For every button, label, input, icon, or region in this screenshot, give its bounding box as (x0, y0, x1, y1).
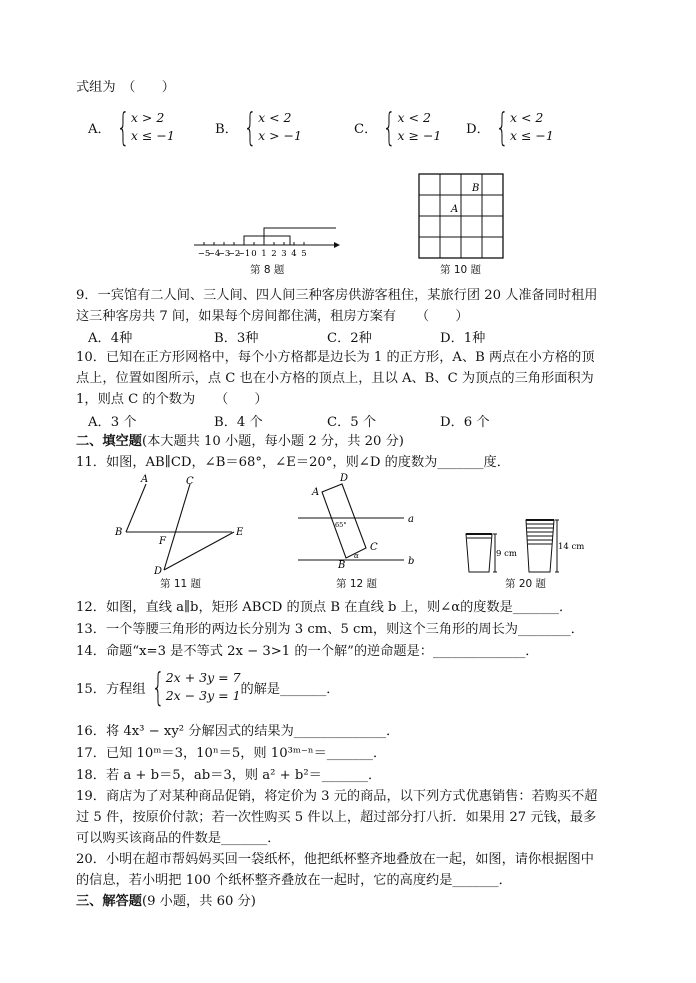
q9-option-b: B．3种 (214, 331, 259, 346)
fig12-label-a: A (312, 487, 320, 498)
figure-8-caption: 第 8 题 (250, 264, 285, 276)
q9-line1: 9．一宾馆有二人间、三人间、四人间三种客房供游客租住，某旅行团 20 人准备同时租用 (76, 288, 598, 303)
q19-line3: 可以购买该商品的件数是_______． (76, 831, 281, 846)
fig11-label-c: C (186, 476, 194, 487)
brace-icon: { (150, 665, 165, 709)
section-2-heading: 二、填空题(本大题共 10 小题，每小题 2 分，共 20 分) (76, 434, 404, 449)
fig12-line-b-label: b (408, 556, 415, 567)
number-line-tick-label: 0 (251, 249, 257, 259)
number-line-tick-label: 2 (271, 249, 277, 259)
section-3-heading: 三、解答题(9 小题，共 60 分) (76, 894, 256, 909)
number-line-tick-label: −4 (207, 249, 221, 259)
q10-option-b: B．4 个 (214, 415, 263, 430)
q9-option-a: A．4种 (88, 331, 133, 346)
q13-text: 13．一个等腰三角形的两边长分别为 3 cm、5 cm，则这个三角形的周长为________． (76, 622, 584, 637)
number-line-tick-label: 4 (291, 249, 297, 259)
brace-icon: { (382, 105, 397, 149)
fig12-label-b: B (338, 560, 346, 571)
number-line-tick-label: −1 (237, 249, 251, 259)
fig11-label-a: A (141, 474, 149, 485)
fig12-angle-alpha: α (354, 552, 359, 560)
q10-option-c: C．5 个 (327, 415, 377, 430)
intro-line: 式组为 （ ） (76, 80, 175, 95)
figure-20-caption: 第 20 题 (505, 578, 547, 590)
q9-option-c: C．2种 (327, 331, 372, 346)
q14-text: 14．命题“x=3 是不等式 2x − 3>1 的一个解”的逆命题是：______________． (76, 644, 539, 659)
brace-icon: { (116, 105, 130, 149)
q10-option-d: D．6 个 (440, 415, 490, 430)
fig12-label-d: D (340, 473, 349, 484)
number-line-tick-label: 3 (281, 249, 287, 259)
q8-option-c: C． { x < 2 x ≥ −1 (354, 105, 442, 149)
brace-icon: { (495, 105, 509, 149)
q11-text: 11．如图，AB∥CD，∠B＝68°，∠E＝20°，则∠D 的度数为_______度． (76, 455, 510, 470)
q15-text: 15．方程组 { 2x + 3y = 7 2x − 3y = 1 的解是_______． (76, 665, 340, 709)
fig12-angle-65: 65° (335, 521, 347, 529)
fig12-line-a-label: a (408, 514, 414, 525)
q10-line3: 1，则点 C 的个数为 （ ） (76, 392, 268, 407)
fig11-label-b: B (115, 527, 123, 538)
figure-11 (112, 472, 260, 576)
q9-line2: 这三种客房共 7 间，如果每个房间都住满，租房方案有 （ ） (76, 309, 469, 324)
fig20-short-height-label: 9 cm (496, 549, 517, 559)
q12-text: 12．如图，直线 a∥b，矩形 ABCD 的顶点 B 在直线 b 上，则∠α的度数是_______． (76, 600, 573, 615)
q8-option-a: A． { x > 2 x ≤ −1 (88, 105, 175, 149)
figure-8-number-line (190, 222, 340, 260)
fig11-label-f: F (159, 536, 166, 547)
q8-option-d: D． { x < 2 x ≤ −1 (466, 105, 554, 149)
q10-option-a: A．3 个 (88, 415, 137, 430)
number-line-tick-label: −3 (217, 249, 231, 259)
fig20-tall-height-label: 14 cm (558, 542, 585, 552)
q19-line1: 19．商店为了对某种商品促销，将定价为 3 元的商品，以下列方式优惠销售：若购买不超 (76, 789, 598, 804)
brace-icon: { (243, 105, 257, 149)
number-line-tick-label: 5 (301, 249, 307, 259)
fig12-label-c: C (370, 542, 378, 553)
figure-20-cups (462, 514, 590, 576)
q19-line2: 过 5 件，按原价付款；若一次性购买 5 件以上，超过部分打八折．如果用 27 元钱，最多 (76, 810, 597, 825)
figure-10-grid (413, 172, 509, 260)
q8-option-b: B． { x < 2 x > −1 (215, 105, 302, 149)
point-b-label: B (472, 183, 480, 194)
q20-line2: 的信息，若小明把 100 个纸杯整齐叠放在一起时，它的高度约是_______． (76, 873, 512, 888)
q10-line2: 点上，位置如图所示，点 C 也在小方格的顶点上，且以 A、B、C 为顶点的三角形面积为 (76, 371, 594, 386)
point-a-label: A (451, 204, 459, 215)
q17-text: 17．已知 10ᵐ＝3，10ⁿ＝5，则 10³ᵐ⁻ⁿ＝_______． (76, 746, 387, 761)
q9-option-d: D．1种 (440, 331, 486, 346)
figure-11-caption: 第 11 题 (160, 578, 202, 590)
number-line-tick-label: −2 (227, 249, 241, 259)
q16-text: 16．将 4x³ − xy² 分解因式的结果为______________． (76, 724, 400, 739)
q10-line1: 10．已知在正方形网格中，每个小方格都是边长为 1 的正方形，A、B 两点在小方格的顶 (76, 350, 595, 365)
figure-10-caption: 第 10 题 (440, 264, 482, 276)
figure-12 (294, 470, 420, 574)
number-line-tick-label: −5 (197, 249, 211, 259)
q20-line1: 20．小明在超市帮妈妈买回一袋纸杯，他把纸杯整齐地叠放在一起，如图，请你根据图中 (76, 852, 594, 867)
fig11-label-e: E (236, 527, 244, 538)
fig11-label-d: D (154, 566, 163, 576)
q18-text: 18．若 a + b＝5，ab＝3，则 a² + b²＝_______． (76, 768, 382, 783)
figure-12-caption: 第 12 题 (336, 578, 378, 590)
number-line-tick-label: 1 (261, 249, 267, 259)
